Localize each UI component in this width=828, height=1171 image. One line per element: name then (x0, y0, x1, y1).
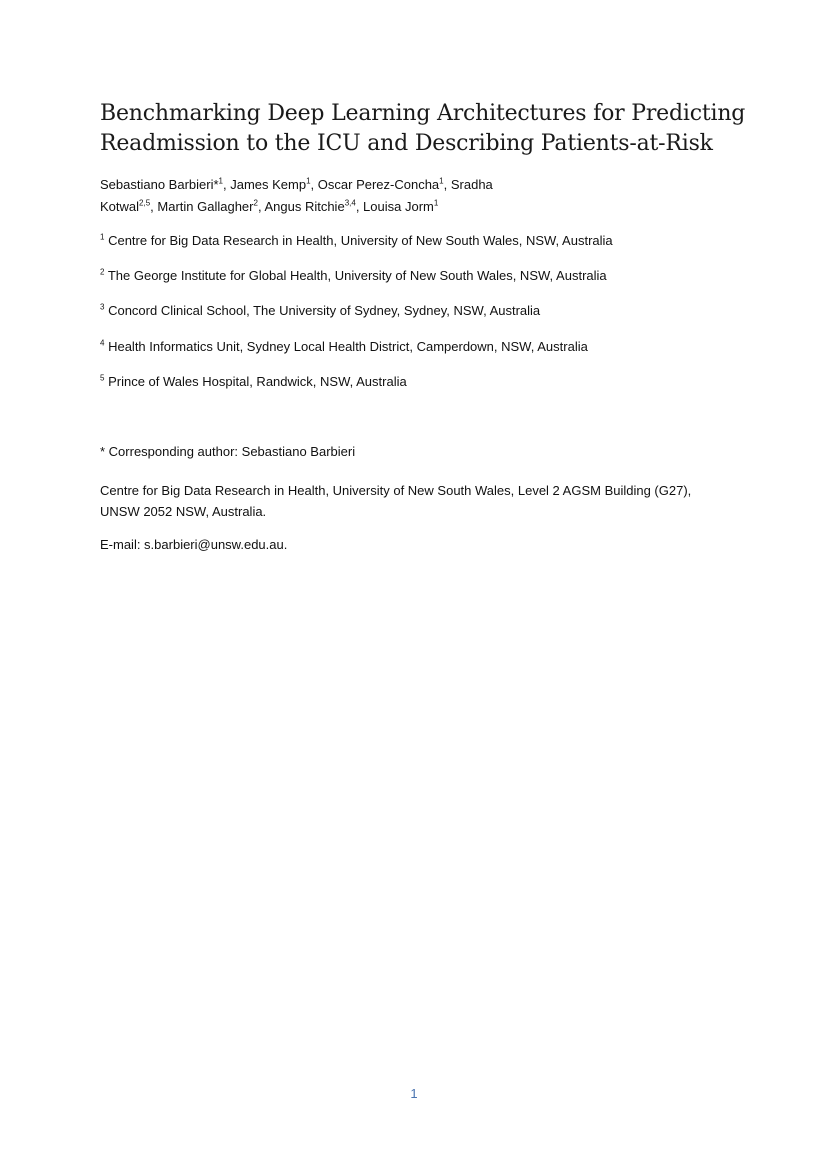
author-affiliation-sup: 3,4 (344, 198, 356, 208)
affiliation-text: Concord Clinical School, The University of Sydney, Sydney, NSW, Australia (108, 303, 541, 318)
title-line-1: Benchmarking Deep Learning Architectures for Predicting (100, 101, 746, 126)
author-affiliation-sup: 2,5 (139, 198, 151, 208)
affiliation-text: Prince of Wales Hospital, Randwick, NSW, Australia (108, 374, 407, 389)
author-list (100, 174, 740, 218)
author-line-2: Kotwal$^{2,5}$, Martin Gallagher$^2$, Angus Ritchie$^{3,4}$, Louisa Jorm$^1$ (100, 198, 439, 214)
author-name: Angus Ritchie (264, 199, 345, 214)
affiliation-3 (100, 302, 760, 320)
affiliation-number: 5 (100, 373, 105, 383)
affiliation-number: 1 (100, 232, 105, 242)
affiliation-text: Centre for Big Data Research in Health, University of New South Wales, NSW, Australia (108, 233, 613, 248)
author-name: Louisa Jorm (363, 199, 434, 214)
author-affiliation-sup: 1 (439, 176, 444, 186)
email-address: E-mail: s.barbieri@unsw.edu.au. (100, 537, 288, 552)
author-name-part: Sradha (450, 177, 493, 192)
paper-title (100, 99, 746, 159)
affiliation-text: The George Institute for Global Health, University of New South Wales, NSW, Australia (107, 268, 607, 283)
affiliation-4 (100, 338, 760, 356)
corresponding-author: * Corresponding author: Sebastiano Barbieri (100, 444, 356, 459)
author-name-part: Kotwal (100, 199, 140, 214)
affiliation-text: Health Informatics Unit, Sydney Local Health District, Camperdown, NSW, Australia (108, 339, 588, 354)
author-name: Sebastiano Barbieri* (100, 177, 219, 192)
address-line-2: UNSW 2052 NSW, Australia. (100, 504, 267, 519)
author-affiliation-sup: 2 (253, 198, 258, 208)
author-affiliation-sup: 1 (218, 176, 223, 186)
author-name: Oscar Perez-Concha (317, 177, 440, 192)
address-line-1: Centre for Big Data Research in Health, University of New South Wales, Level 2 AGSM Building (G27), (100, 483, 692, 498)
affiliation-1 (100, 232, 760, 250)
author-affiliation-sup: 1 (306, 176, 311, 186)
title-line-2: Readmission to the ICU and Describing Patients-at-Risk (100, 131, 713, 156)
affiliation-number: 2 (100, 267, 105, 277)
author-name: Martin Gallagher (157, 199, 254, 214)
affiliation-2 (100, 267, 760, 285)
affiliation-5 (100, 373, 760, 391)
author-name: James Kemp (230, 177, 307, 192)
author-affiliation-sup: 1 (433, 198, 439, 208)
author-line-1: Sebastiano Barbieri*$^1$, James Kemp$^1$, Oscar Perez-Concha$^1$, Sradha (100, 176, 493, 192)
correspondence-address (100, 480, 740, 522)
affiliation-number: 3 (100, 302, 105, 312)
page-number: 1 (410, 1086, 418, 1101)
affiliation-number: 4 (100, 338, 105, 348)
